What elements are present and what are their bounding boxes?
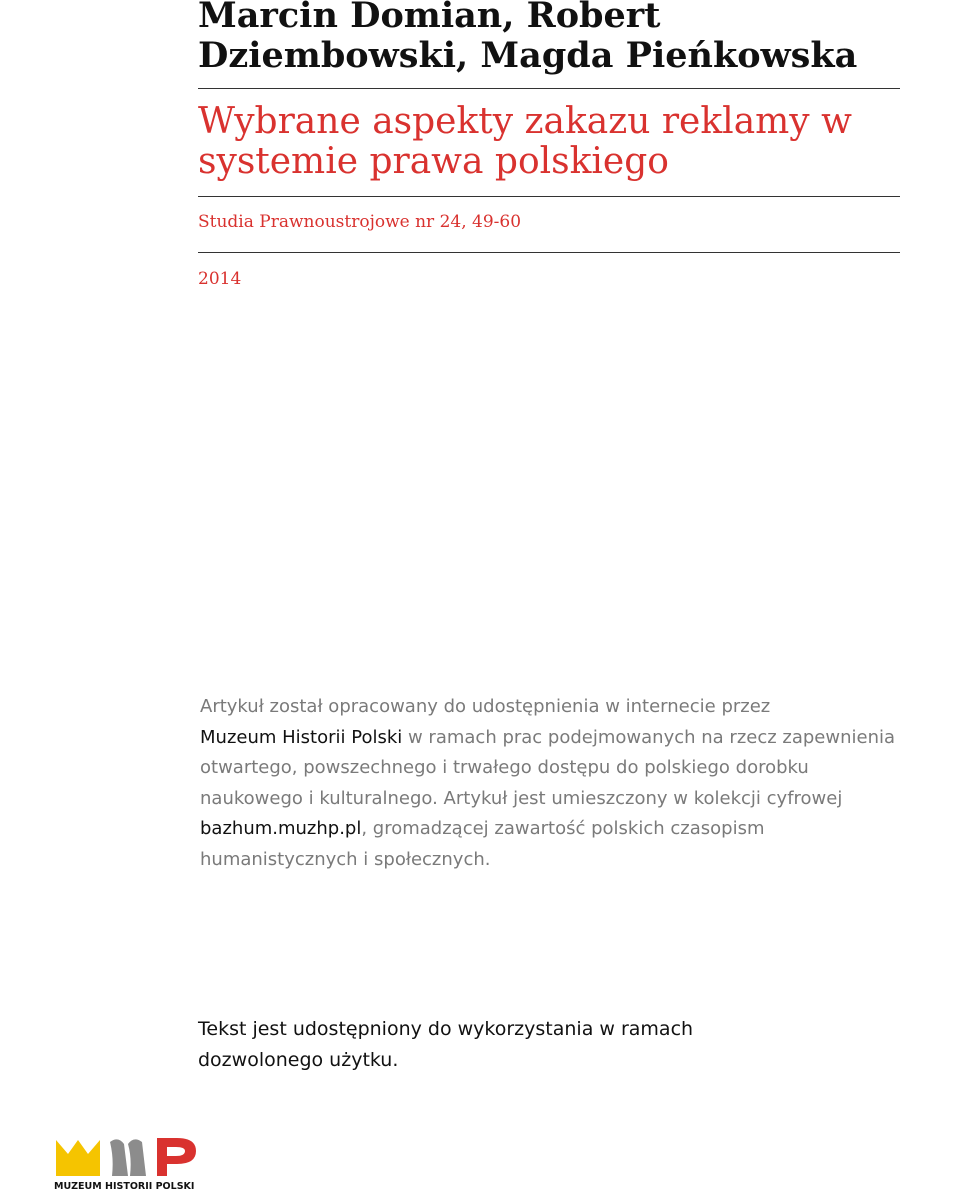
authors: Marcin Domian, Robert Dziembowski, Magda Pieńkowska xyxy=(198,0,858,76)
logo-text: MUZEUM HISTORII POLSKI xyxy=(54,1181,195,1192)
museum-logo-mark-icon xyxy=(54,1134,204,1180)
notice-text: w ramach prac podejmowanych na rzecz zapewnienia otwartego, powszechnego i trwałego dostępu do polskiego dorobku naukowego i kulturalnego. Artykuł jest umieszczony w kolekcji cyfrowej xyxy=(200,726,896,809)
access-notice xyxy=(200,692,900,875)
collection-link[interactable]: bazhum.muzhp.pl xyxy=(200,818,362,839)
publication-year: 2014 xyxy=(198,269,242,289)
article-title: Wybrane aspekty zakazu reklamy w systemie prawa polskiego xyxy=(198,101,852,182)
museum-logo xyxy=(54,1134,204,1196)
divider xyxy=(198,88,900,89)
usage-statement: Tekst jest udostępniony do wykorzystania w ramach dozwolonego użytku. xyxy=(198,1018,694,1071)
journal-reference: Studia Prawnoustrojowe nr 24, 49-60 xyxy=(198,212,522,232)
divider xyxy=(198,252,900,253)
notice-text: Artykuł został opracowany do udostępnienia w internecie przez xyxy=(200,696,771,717)
museum-name: Muzeum Historii Polski xyxy=(200,726,403,748)
divider xyxy=(198,196,900,197)
notice-text: , gromadzącej zawartość polskich czasopism humanistycznych i społecznych. xyxy=(200,818,765,870)
